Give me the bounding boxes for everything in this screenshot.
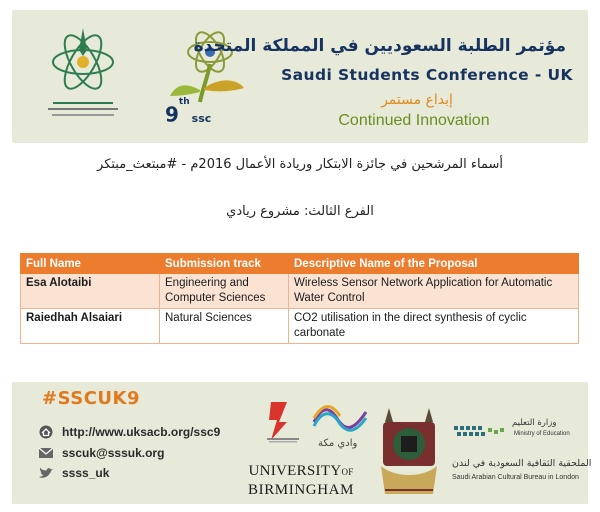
cell-proposal-name: CO2 utilisation in the direct synthesis of cyclic carbonate <box>289 309 579 344</box>
university-crest-logo-icon <box>375 402 443 500</box>
conference-title-arabic: مؤتمر الطلبة السعوديين في المملكة المتحدة <box>193 36 566 56</box>
cultural-bureau-arabic: الملحقية الثقافية السعودية في لندن <box>452 458 592 469</box>
email-link[interactable]: sscuk@sssuk.org <box>62 446 165 460</box>
twitter-contact[interactable] <box>38 466 109 480</box>
cell-submission-track: Engineering and Computer Sciences <box>160 274 289 309</box>
table-row <box>21 309 579 344</box>
home-icon <box>38 425 54 439</box>
conference-banner <box>12 10 588 143</box>
wadi-makkah-logo-icon <box>312 402 368 434</box>
orange-foundation-logo-icon <box>265 398 301 444</box>
cell-submission-track: Natural Sciences <box>160 309 289 344</box>
cell-full-name: Raiedhah Alsaiari <box>21 309 160 344</box>
conference-title-english: Saudi Students Conference - UK <box>281 66 573 84</box>
website-contact[interactable] <box>38 425 220 439</box>
tagline-arabic: إبداع مستمر <box>381 92 453 108</box>
website-link[interactable]: http://www.uksacb.org/ssc9 <box>62 425 221 439</box>
edition-mark: 9thssc <box>165 97 212 127</box>
wadi-makkah-label: وادي مكة <box>318 438 358 449</box>
cultural-bureau-english: Saudi Arabian Cultural Bureau in London <box>452 474 579 481</box>
ministry-of-education-logo-icon <box>452 422 508 442</box>
nominees-table <box>20 253 579 344</box>
sponsors-footer <box>12 382 592 504</box>
twitter-icon <box>38 466 54 480</box>
column-header-proposal-name: Descriptive Name of the Proposal <box>289 254 579 274</box>
column-header-submission-track: Submission track <box>160 254 289 274</box>
nominees-heading: أسماء المرشحين في جائزة الابتكار وريادة الأعمال 2016م - #مبتعث_مبتكر <box>97 157 503 172</box>
cell-proposal-name: Wireless Sensor Network Application for Automatic Water Control <box>289 274 579 309</box>
email-icon <box>38 446 54 460</box>
email-contact[interactable] <box>38 446 164 460</box>
table-header-row <box>21 254 579 274</box>
table-row <box>21 274 579 309</box>
column-header-full-name: Full Name <box>21 254 160 274</box>
branch-heading: الفرع الثالث: مشروع ريادي <box>226 204 374 219</box>
cell-full-name: Esa Alotaibi <box>21 274 160 309</box>
ministry-name-english: Ministry of Education <box>514 431 570 437</box>
ministry-name-arabic: وزارة التعليم <box>512 418 557 428</box>
university-of-birmingham-logo: UNIVERSITYOF BIRMINGHAM <box>248 463 355 498</box>
tagline-english: Continued Innovation <box>338 112 490 129</box>
saudi-society-emblem-icon <box>38 20 128 130</box>
hashtag: #SSCUK9 <box>42 388 140 409</box>
twitter-handle[interactable]: ssss_uk <box>62 466 110 480</box>
